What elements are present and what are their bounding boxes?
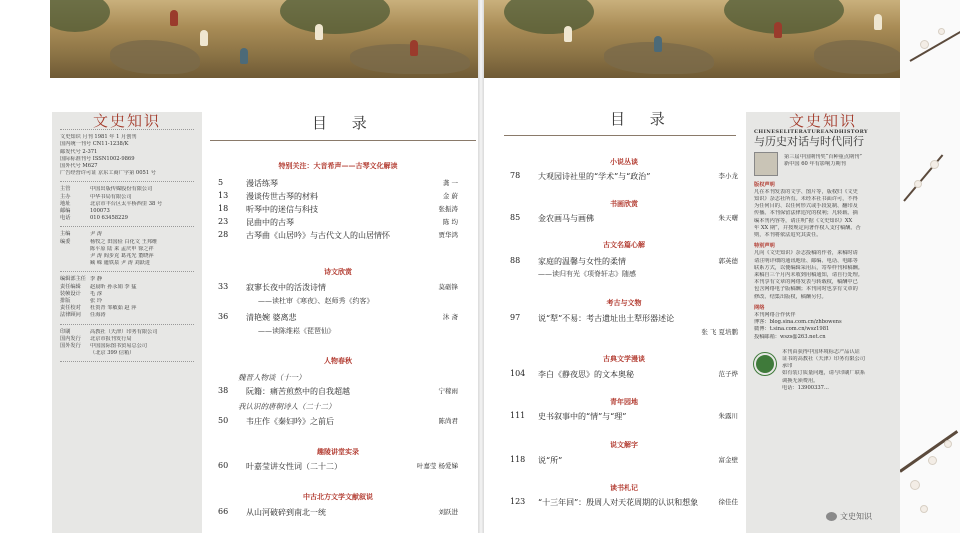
- toc-title: 目 录: [610, 110, 675, 128]
- toc-subtitle: ——读杜审《寒夜》、赵师秀《约客》: [258, 297, 374, 305]
- section-heading: 诗文欣赏: [324, 267, 352, 276]
- landscape-painting-right: [484, 0, 900, 78]
- environmental-label-icon: [754, 353, 776, 375]
- publication-info: 文史知识 月刊 1981 年 1 月创刊 国内统一刊号 CN11-1238/K 邮发代号 2-371 国际标准刊号 ISSN1002-9869 国外代号 M627 广告经营许可证 京东工商广字第 0051 号: [60, 134, 156, 177]
- slogan: 与历史对话与时代同行: [754, 135, 864, 149]
- wechat-icon: [826, 512, 837, 521]
- right-page: [484, 78, 900, 533]
- toc-list: 特别关注：大音希声——古琴文化解读 5 漫话练琴 龚 一 13 漫谈传世古琴的材料 金 蔚 18 听琴中的迷信与科技 张振涛 23 昆曲中的古琴 陈 均 28 古琴曲《山居吟》与古代文人的山居情怀 贾华鸿 诗文欣赏 33 寂寥长夜中的活泼诗情 莫砺锋 ——读杜审《寒夜》、赵师秀《约客》 36 清艳婉 婆离悲 沐 斋 ——读陈维崧《琵琶仙》 人物春秋 魏晋人物谈（十一） 38 阮籍：痛苦煎熬中的自我超越 宁稼雨 我认识的唐朝诗人（二十二） 50 韦庄作《秦妇吟》之前后 陈尚君 趣陵讲堂实录 60 叶嘉莹讲女性词（二十二） 叶嘉莹 杨爱娣 中古北方文学文献叙说 66 从山河破碎到南北一统 刘跃进: [218, 161, 458, 517]
- printing-info: 印刷 高教社（天津）印务有限公司 国内发行 北京市报刊发行局 国外发行 中国国际图书贸易总公司 （北京 399 信箱）: [60, 328, 158, 357]
- copyright-panel: [746, 112, 900, 533]
- english-title: CHINESELITERATUREANDHISTORY: [754, 129, 868, 136]
- special-notice: 凡向《文史知识》杂志投稿的作者，来稿时请 请注明详细的通讯地址、邮编、电话、电邮等 联系方式，以便编辑采用后，寄奉样刊和稿酬。 来稿自三个月内未收到用稿通知，请自行处理。 本刊享有文章的网络发表与转载权，稿酬中已 包含网络电子版稿酬；本刊同时也享有文章的 修改、结集出版权，稿酬另付。: [754, 250, 863, 300]
- section-heading: 古典文学漫谈: [603, 354, 645, 363]
- copyright-notice: 凡在本刊发表的文学、图片等，版权归《文史 知识》杂志社所有。未经本社书面许可，不得 为任何目的、以任何形式或手段复制、翻印及 传播。本刊保留法律追究的权利；凡转载、摘 编本刊内容等，请注明“据《文史知识》XX 年 XX 期”，并按规定向著作权人支付稿酬。否 则，本刊将依法追究其责任。: [754, 188, 861, 239]
- left-page: [50, 78, 478, 533]
- organization-info: 主管 中国出版传媒股份有限公司 主办 中华书局有限公司 地址 北京市丰台区太平桥西里 38 号 邮编 100073 电话 010 63458229: [60, 186, 163, 222]
- section-heading: 特别关注：大音希声——古琴文化解读: [278, 161, 398, 170]
- magazine-logo: 文史知识: [92, 112, 161, 130]
- section-heading: 书画欣赏: [610, 199, 638, 208]
- section-heading: 考古与文物: [606, 298, 642, 307]
- section-heading: 中古北方文学文献叙说: [303, 492, 373, 501]
- wechat-watermark: 文史知识: [826, 511, 872, 522]
- magazine-logo: 文史知识: [788, 112, 857, 130]
- series-title: 我认识的唐朝诗人（二十二）: [238, 402, 336, 411]
- toc-authors: 张 飞 夏培鹏: [701, 328, 738, 336]
- section-heading: 小说丛谈: [610, 157, 638, 166]
- masthead-panel: [52, 112, 202, 533]
- notice-heading: 版权声明: [754, 181, 775, 188]
- section-heading: 读书札记: [610, 483, 638, 492]
- toc-list: 小说丛谈 78 大观园诗社里的“学术”与“政治” 李小龙 书画欣赏 85 金农画马与画佛 朱天曙 古文名篇心解 88 家庭的温馨与女性的柔情 郭英德 ——读归有光《项脊轩志》随感 考古与文物 97 说“犁”不易：考古遗址出土犁形器述论 张 飞 夏培鹏 古典文学漫谈 104 李白《静夜思》的文本奥秘 范子烨 青年园地 111 史书叙事中的“情”与“理” 朱露川 说文解字 118 说“所” 富金壁 读书札记 123 “十三年回”：殷周人对天花周期的认识和想象 徐佳佳: [510, 157, 738, 507]
- award-seal: [754, 152, 778, 176]
- toc-subtitle: ——读陈维崧《琵琶仙》: [258, 327, 335, 335]
- network-heading: 网络: [754, 304, 765, 311]
- series-title: 魏晋人物谈（十一）: [238, 373, 306, 382]
- toc-title: 目 录: [312, 114, 377, 132]
- section-heading: 人物春秋: [324, 356, 352, 365]
- network-info: 本刊网络合作伙伴 博客：blog.sina.com.cn/zhbowens 微博：t.sina.com.cn/wsz1981 投稿邮箱：wszs@263.net.cn: [754, 312, 842, 340]
- editorial-board: 主编 尹 涛 编委 杨牧之 田国俭 白化文 王邦维 陈平原 陆 来 孟庆申 徐之祥 尹 涛 阎步克 葛兆光 董晓萍 臧 嵘 蘧铁泉 尹 涛 刘跃进: [60, 231, 158, 267]
- special-heading: 特别声明: [754, 243, 775, 250]
- plum-blossom-decor: [900, 0, 960, 533]
- landscape-painting-left: [50, 0, 478, 78]
- cert-block: 本刊由获得中国环境标志产品认证 证书的高教社（天津）印务有限公司 承印 如有装订质量问题，请与印刷厂联系 调换无须费用。 电话：13900337...: [754, 349, 892, 397]
- section-heading: 青年园地: [610, 397, 638, 406]
- section-heading: 说文解字: [610, 440, 638, 449]
- section-heading: 趣陵讲堂实录: [317, 447, 359, 456]
- toc-subtitle: ——读归有光《项脊轩志》随感: [538, 270, 636, 278]
- honor-block: 第三届中国期刊奖“百种重点期刊” 新中国 60 年有影响力期刊: [754, 152, 892, 178]
- staff-list: 编辑部主任 李 静 责任编辑 赵晨昕 孙永娟 李 猛 装帧设计 毛 淳 排版 张 玲 责任校对 杜贺青 邹敏茹 赵 萍 法律顾问 任海涛: [60, 276, 137, 319]
- section-heading: 古文名篇心解: [603, 240, 645, 249]
